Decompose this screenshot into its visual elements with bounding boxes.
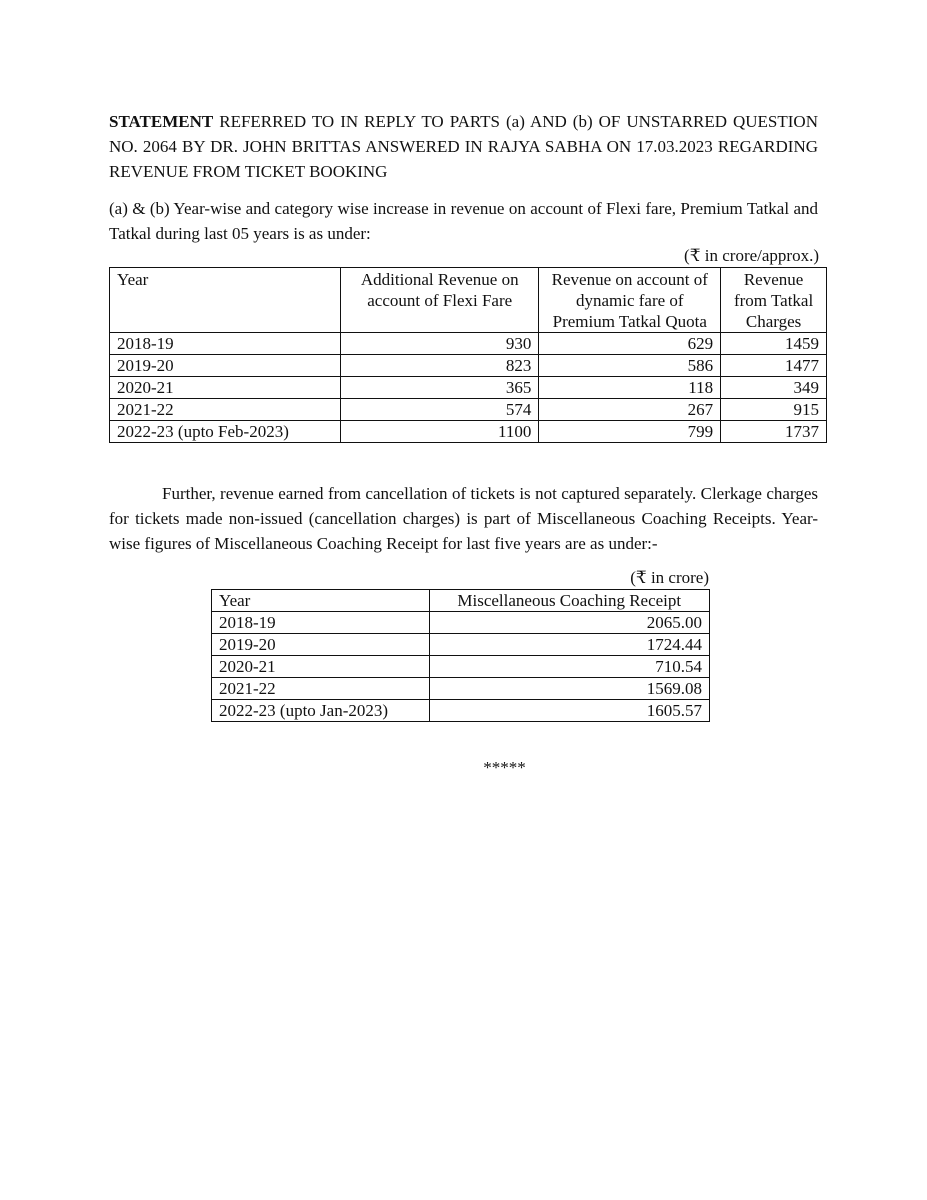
table-row — [212, 700, 710, 722]
statement-heading-rest: REFERRED TO IN REPLY TO PARTS (a) AND (b) OF UNSTARRED QUESTION NO. 2064 BY DR. JOHN BRITTAS ANSWERED IN RAJYA SABHA ON 17.03.2023 REGARDING REVENUE FROM TICKET BOOKING — [109, 112, 818, 181]
header-flexi-fare: Additional Revenue on account of Flexi Fare — [341, 268, 539, 333]
cell-year: 2020-21 — [110, 377, 341, 399]
intro-paragraph: (a) & (b) Year-wise and category wise increase in revenue on account of Flexi fare, Premium Tatkal and Tatkal during last 05 years is as under: — [109, 199, 818, 243]
header-tatkal-charges: Revenue from Tatkal Charges — [721, 268, 827, 333]
cell-misc: 1724.44 — [429, 634, 710, 656]
table-row — [212, 612, 710, 634]
header-year: Year — [212, 590, 430, 612]
cell-tatkal: 1477 — [721, 355, 827, 377]
cell-premium: 118 — [539, 377, 721, 399]
cell-premium: 267 — [539, 399, 721, 421]
table-row — [212, 634, 710, 656]
cell-flexi: 365 — [341, 377, 539, 399]
table1-unit-note: (₹ in crore/approx.) — [684, 246, 819, 265]
cell-year: 2019-20 — [212, 634, 430, 656]
cell-misc: 710.54 — [429, 656, 710, 678]
table-row — [212, 656, 710, 678]
cell-premium: 586 — [539, 355, 721, 377]
table-row — [110, 399, 827, 421]
table-row — [110, 333, 827, 355]
cell-premium: 629 — [539, 333, 721, 355]
cell-year: 2019-20 — [110, 355, 341, 377]
end-of-statement-mark: ***** — [483, 758, 526, 777]
cell-tatkal: 1737 — [721, 421, 827, 443]
misc-table-header-row — [212, 590, 710, 612]
table2-unit-note: (₹ in crore) — [630, 568, 709, 587]
statement-heading — [109, 109, 818, 184]
revenue-table — [109, 267, 827, 443]
cell-year: 2022-23 (upto Jan-2023) — [212, 700, 430, 722]
header-year: Year — [110, 268, 341, 333]
cell-year: 2021-22 — [110, 399, 341, 421]
cell-tatkal: 349 — [721, 377, 827, 399]
cell-misc: 1569.08 — [429, 678, 710, 700]
cell-flexi: 823 — [341, 355, 539, 377]
statement-heading-lead: STATEMENT — [109, 112, 214, 131]
table-row — [212, 678, 710, 700]
revenue-table-header-row — [110, 268, 827, 333]
cell-year: 2018-19 — [212, 612, 430, 634]
cell-flexi: 930 — [341, 333, 539, 355]
misc-coaching-receipt-table — [211, 589, 710, 722]
table-row — [110, 355, 827, 377]
cell-tatkal: 915 — [721, 399, 827, 421]
cell-flexi: 574 — [341, 399, 539, 421]
header-premium-tatkal: Revenue on account of dynamic fare of Premium Tatkal Quota — [539, 268, 721, 333]
cell-year: 2021-22 — [212, 678, 430, 700]
header-misc-coaching-receipt: Miscellaneous Coaching Receipt — [429, 590, 710, 612]
cell-year: 2018-19 — [110, 333, 341, 355]
cell-premium: 799 — [539, 421, 721, 443]
cell-year: 2020-21 — [212, 656, 430, 678]
cell-tatkal: 1459 — [721, 333, 827, 355]
cell-flexi: 1100 — [341, 421, 539, 443]
cancellation-paragraph: Further, revenue earned from cancellation of tickets is not captured separately. Clerkage charges for tickets made non-issued (cancellation charges) is part of Miscellaneous Coaching Receipts. Year-wise figures of Miscellaneous Coaching Receipt for last five years are as under:- — [109, 484, 818, 553]
cell-year: 2022-23 (upto Feb-2023) — [110, 421, 341, 443]
cell-misc: 2065.00 — [429, 612, 710, 634]
cell-misc: 1605.57 — [429, 700, 710, 722]
table-row — [110, 377, 827, 399]
table-row — [110, 421, 827, 443]
